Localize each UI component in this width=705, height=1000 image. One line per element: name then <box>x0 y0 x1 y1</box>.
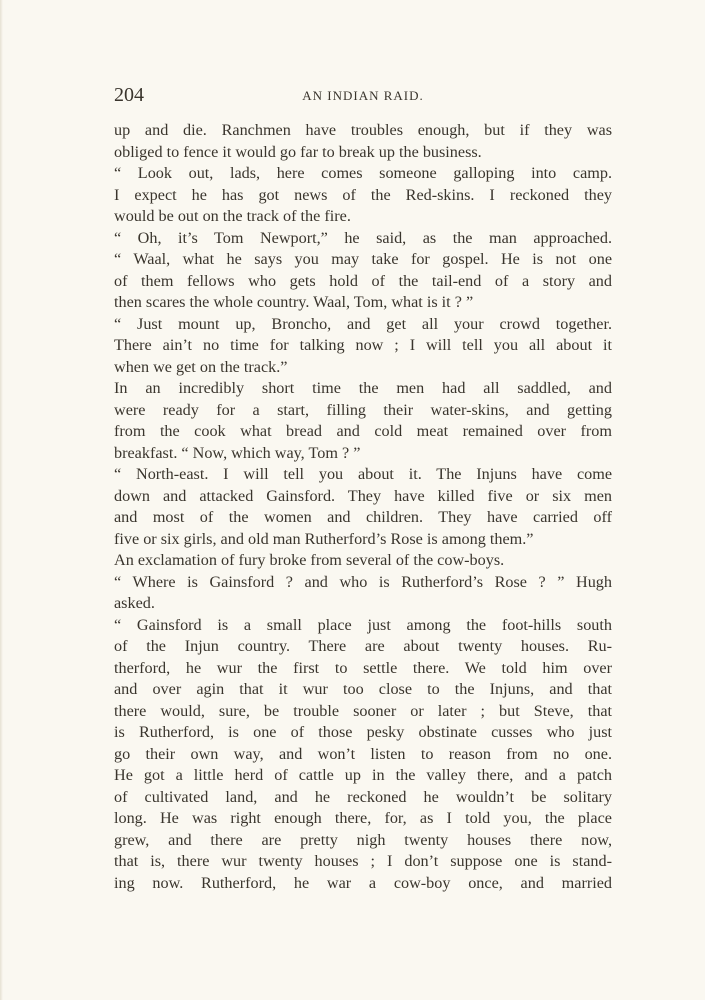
text-line: “ Gainsford is a small place just among the foot-hills south <box>114 615 612 634</box>
text-line: obliged to fence it would go far to break up the business. <box>114 142 482 161</box>
text-line: “ Just mount up, Broncho, and get all your crowd together. <box>114 314 612 333</box>
text-line: there would, sure, be trouble sooner or later ; but Steve, that <box>114 701 612 720</box>
text-line: of the Injun country. There are about twenty houses. Ru- <box>114 637 612 655</box>
text-line: An exclamation of fury broke from several of the cow-boys. <box>114 551 505 569</box>
text-line: of them fellows who gets hold of the tail-end of a story and <box>114 271 612 290</box>
text-line: He got a little herd of cattle up in the valley there, and a patch <box>114 766 612 784</box>
text-line: then scares the whole country. Waal, Tom, what is it ? ” <box>114 293 474 311</box>
text-line: when we get on the track.” <box>114 357 288 376</box>
text-line: down and attacked Gainsford. They have killed five or six men <box>114 486 612 505</box>
text-line: “ Oh, it’s Tom Newport,” he said, as the man approached. <box>114 228 612 247</box>
text-line: of cultivated land, and he reckoned he wouldn’t be solitary <box>114 787 612 806</box>
text-line: therford, he wur the first to settle there. We told him over <box>114 658 612 677</box>
body-text <box>114 120 612 894</box>
text-line: I expect he has got news of the Red-skins. I reckoned they <box>114 185 612 204</box>
text-line: grew, and there are pretty nigh twenty houses there now, <box>114 830 612 849</box>
text-line: that is, there wur twenty houses ; I don’t suppose one is stand- <box>114 852 612 870</box>
text-line: “ Where is Gainsford ? and who is Rutherford’s Rose ? ” Hugh <box>114 572 612 591</box>
text-line: from the cook what bread and cold meat remained over from <box>114 422 612 440</box>
text-line: were ready for a start, filling their water-skins, and getting <box>114 400 612 419</box>
text-line: and most of the women and children. They have carried off <box>114 508 612 526</box>
text-line: and over agin that it wur too close to the Injuns, and that <box>114 680 612 698</box>
text-line: asked. <box>114 594 155 612</box>
running-header <box>114 82 612 110</box>
text-line: “ North-east. I will tell you about it. The Injuns have come <box>114 465 612 483</box>
text-line: go their own way, and won’t listen to reason from no one. <box>114 744 612 763</box>
text-line: would be out on the track of the fire. <box>114 207 351 225</box>
text-line: In an incredibly short time the men had all saddled, and <box>114 379 612 397</box>
text-line: long. He was right enough there, for, as I told you, the place <box>114 809 612 827</box>
text-line: five or six girls, and old man Rutherford’s Rose is among them.” <box>114 529 534 548</box>
page-edge-shadow <box>0 0 3 1000</box>
text-line: up and die. Ranchmen have troubles enough, but if they was <box>114 121 612 139</box>
text-line: is Rutherford, is one of those pesky obstinate cusses who just <box>114 723 612 741</box>
running-title: AN INDIAN RAID. <box>302 88 424 103</box>
text-line: “ Waal, what he says you may take for gospel. He is not one <box>114 250 612 268</box>
text-line: “ Look out, lads, here comes someone galloping into camp. <box>114 164 612 182</box>
text-line: breakfast. “ Now, which way, Tom ? ” <box>114 443 361 462</box>
text-line: There ain’t no time for talking now ; I will tell you all about it <box>114 336 612 354</box>
text-line: ing now. Rutherford, he war a cow-boy once, and married <box>114 873 612 892</box>
page-number: 204 <box>114 84 144 106</box>
